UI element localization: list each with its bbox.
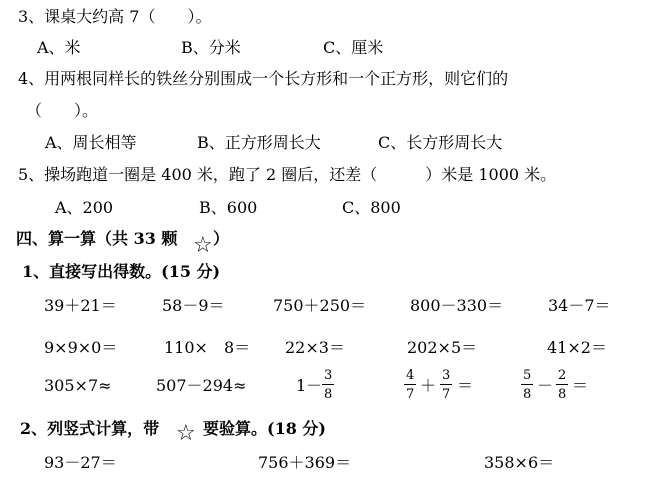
q3-option-b: B、分米 — [181, 38, 241, 57]
fraction-numerator: 5 — [523, 368, 532, 383]
question-4-stem-line2: （ ）。 — [26, 101, 99, 120]
part-2-title-rest: 要验算。(18 分) — [203, 419, 326, 438]
fraction-numerator: 4 — [406, 368, 415, 383]
q5-option-b: B、600 — [199, 198, 258, 217]
question-5-stem: 5、操场跑道一圈是 400 米，跑了 2 圈后，还差（ ）米是 1000 米。 — [18, 165, 557, 184]
fraction-numerator: 2 — [558, 368, 567, 383]
section-4-title-close: ） — [213, 229, 230, 248]
fraction-3-8 — [322, 369, 334, 401]
plus-operator: ＋ — [420, 376, 437, 395]
calc-2-3: 22×3＝ — [285, 338, 345, 357]
calc-2-1: 9×9×0＝ — [44, 338, 118, 357]
calc-2-4: 202×5＝ — [407, 338, 478, 357]
calc-3-2: 507－294≈ — [156, 376, 247, 395]
calc-1-5: 34－7＝ — [548, 296, 611, 315]
calc-3-1: 305×7≈ — [44, 376, 112, 395]
part-1-title: 1、直接写出得数。(15 分) — [22, 262, 221, 281]
q5-option-c: C、800 — [342, 198, 401, 217]
vertical-calc-2: 756＋369＝ — [258, 453, 352, 472]
fraction-denominator: 8 — [523, 387, 532, 402]
vertical-calc-3: 358×6＝ — [484, 453, 555, 472]
calc-3-3-prefix: 1－ — [296, 376, 323, 395]
q3-option-a: A、米 — [37, 38, 81, 57]
equals-sign: ＝ — [572, 376, 589, 395]
section-4-title: 四、算一算（共 33 颗 — [16, 229, 178, 248]
fraction-3-7 — [440, 369, 452, 401]
calc-1-1: 39＋21＝ — [44, 296, 117, 315]
fraction-numerator: 3 — [324, 368, 333, 383]
part-2-title: 2、列竖式计算，带 — [20, 419, 160, 438]
calc-1-3: 750＋250＝ — [273, 296, 367, 315]
star-outline-icon: ☆ — [193, 233, 213, 258]
question-3-stem: 3、课桌大约高 7（ ）。 — [18, 7, 212, 26]
fraction-5-8 — [521, 369, 533, 401]
calc-1-4: 800－330＝ — [410, 296, 504, 315]
q4-option-c: C、长方形周长大 — [378, 133, 503, 152]
vertical-calc-1: 93－27＝ — [44, 453, 117, 472]
fraction-2-8 — [556, 369, 568, 401]
star-outline-icon: ☆ — [176, 421, 196, 446]
fraction-numerator: 3 — [442, 368, 451, 383]
q4-option-a: A、周长相等 — [45, 133, 137, 152]
calc-2-2: 110× 8＝ — [164, 338, 251, 357]
fraction-4-7 — [404, 369, 416, 401]
q4-option-b: B、正方形周长大 — [197, 133, 321, 152]
q3-option-c: C、厘米 — [323, 38, 384, 57]
question-4-stem-line1: 4、用两根同样长的铁丝分别围成一个长方形和一个正方形，则它们的 — [18, 69, 509, 88]
calc-2-5: 41×2＝ — [547, 338, 607, 357]
fraction-denominator: 8 — [558, 387, 567, 402]
fraction-denominator: 7 — [442, 387, 451, 402]
calc-1-2: 58－9＝ — [162, 296, 225, 315]
equals-sign: ＝ — [457, 376, 474, 395]
fraction-denominator: 7 — [406, 387, 415, 402]
fraction-denominator: 8 — [324, 387, 333, 402]
q5-option-a: A、200 — [55, 198, 114, 217]
minus-operator: － — [537, 376, 554, 395]
